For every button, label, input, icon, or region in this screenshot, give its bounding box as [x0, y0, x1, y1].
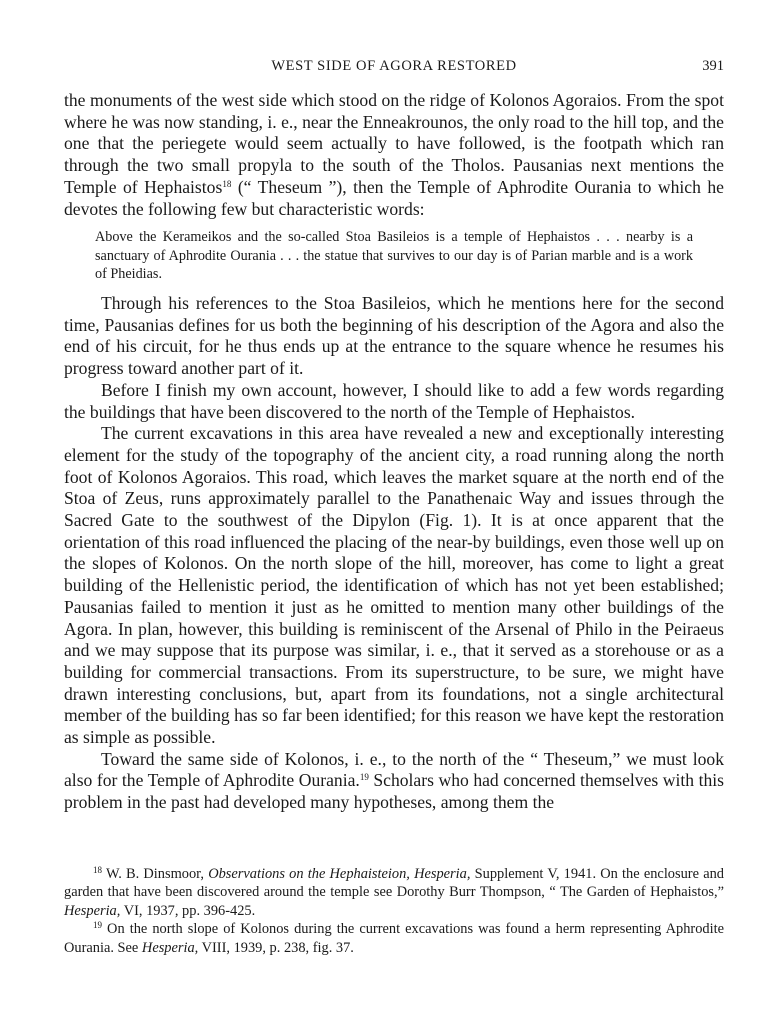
- footnote-18-text-b: Supplement V, 1941. On the enclosure and garden that have been discovered around the temple see Dorothy Burr Thompson, “ The Garden of Hephaistos,”: [64, 866, 724, 901]
- paragraph-1: [64, 90, 724, 220]
- footnote-ref-19: 19: [359, 772, 369, 783]
- running-header: [64, 58, 724, 80]
- running-title: WEST SIDE OF AGORA RESTORED: [271, 58, 517, 74]
- paragraph-5-text-b: Scholars who had concerned themselves with this problem in the past had developed many hypotheses, among them the: [64, 770, 724, 813]
- paragraph-5-text-a: Toward the same side of Kolonos, i. e., to the north of the “ Theseum,” we must look also for the Temple of Aphrodite Ourania.: [64, 748, 724, 791]
- footnote-18-text-c: VI, 1937, pp. 396-425.: [120, 902, 256, 919]
- paragraph-1-text-b: (“ Theseum ”), then the Temple of Aphrodite Ourania to which he devotes the following few but characteristic words:: [64, 176, 724, 219]
- footnote-ref-18: 18: [222, 178, 232, 189]
- footnote-18-mark: 18: [93, 865, 102, 875]
- footnote-19-text-a: On the north slope of Kolonos during the current excavations was found a herm representing Aphrodite Ourania. See: [64, 921, 724, 956]
- footnote-18-text-a: W. B. Dinsmoor,: [102, 866, 209, 882]
- page-number: 391: [702, 58, 724, 74]
- paragraph-5: [64, 749, 724, 814]
- paragraph-3: Before I finish my own account, however, I should like to add a few words regarding the buildings that have been discovered to the north of the Temple of Hephaistos.: [64, 379, 724, 422]
- body-text: [64, 90, 724, 814]
- block-quote: Above the Kerameikos and the so-called Stoa Basileios is a temple of Hephaistos . . . nearby is a sanctuary of Aphrodite Ourania . . . the statue that survives to our day is of Parian marble and is a work of Pheidias.: [95, 229, 693, 283]
- paragraph-2: Through his references to the Stoa Basileios, which he mentions here for the second time, Pausanias defines for us both the beginning of his description of the Agora and also the end of his circuit, for he thus ends up at the entrance to the square whence he resumes his progress toward another part of it.: [64, 293, 724, 379]
- footnote-19-journal: Hesperia,: [141, 939, 199, 956]
- footnotes: [64, 865, 724, 957]
- paragraph-1-text-a: the monuments of the west side which stood on the ridge of Kolonos Agoraios. From the spot where he was now standing, i. e., near the Enneakrounos, the only road to the hill top, and the one that the periegete would seem actually to have followed, is the footpath which ran through the two small propyla to the south of the Tholos. Pausanias next mentions the Temple of Hephaistos: [64, 90, 724, 197]
- footnote-19-text-b: VIII, 1939, p. 238, fig. 37.: [198, 939, 354, 956]
- footnote-18-title: Observations on the Hephaisteion, Hesperia,: [208, 866, 471, 882]
- paragraph-4: The current excavations in this area have revealed a new and exceptionally interesting element for the study of the topography of the ancient city, a road running along the north foot of Kolonos Agoraios. This road, which leaves the market square at the north end of the Stoa of Zeus, runs approximately parallel to the Panathenaic Way and issues through the Sacred Gate to the southwest of the Dipylon (Fig. 1). It is at once apparent that the orientation of this road influenced the placing of the near-by buildings, even those well up on the slopes of Kolonos. On the north slope of the hill, moreover, has come to light a great building of the Hellenistic period, the identification of which has not yet been established; Pausanias failed to mention it just as he omitted to mention many other buildings of the Agora. In plan, however, this building is reminiscent of the Arsenal of Philo in the Peiraeus and we may suppose that its purpose was similar, i. e., that it served as a storehouse or as a building for commercial transactions. From its superstructure, to be sure, we might have drawn interesting conclusions, but, apart from its foundations, not a single architectural member of the building has so far been identified; for this reason we have kept the restoration as simple as possible.: [64, 423, 724, 748]
- footnote-19: [64, 920, 724, 957]
- footnote-19-mark: 19: [93, 920, 102, 931]
- footnote-18: [64, 865, 724, 920]
- footnote-18-journal: Hesperia,: [64, 902, 121, 919]
